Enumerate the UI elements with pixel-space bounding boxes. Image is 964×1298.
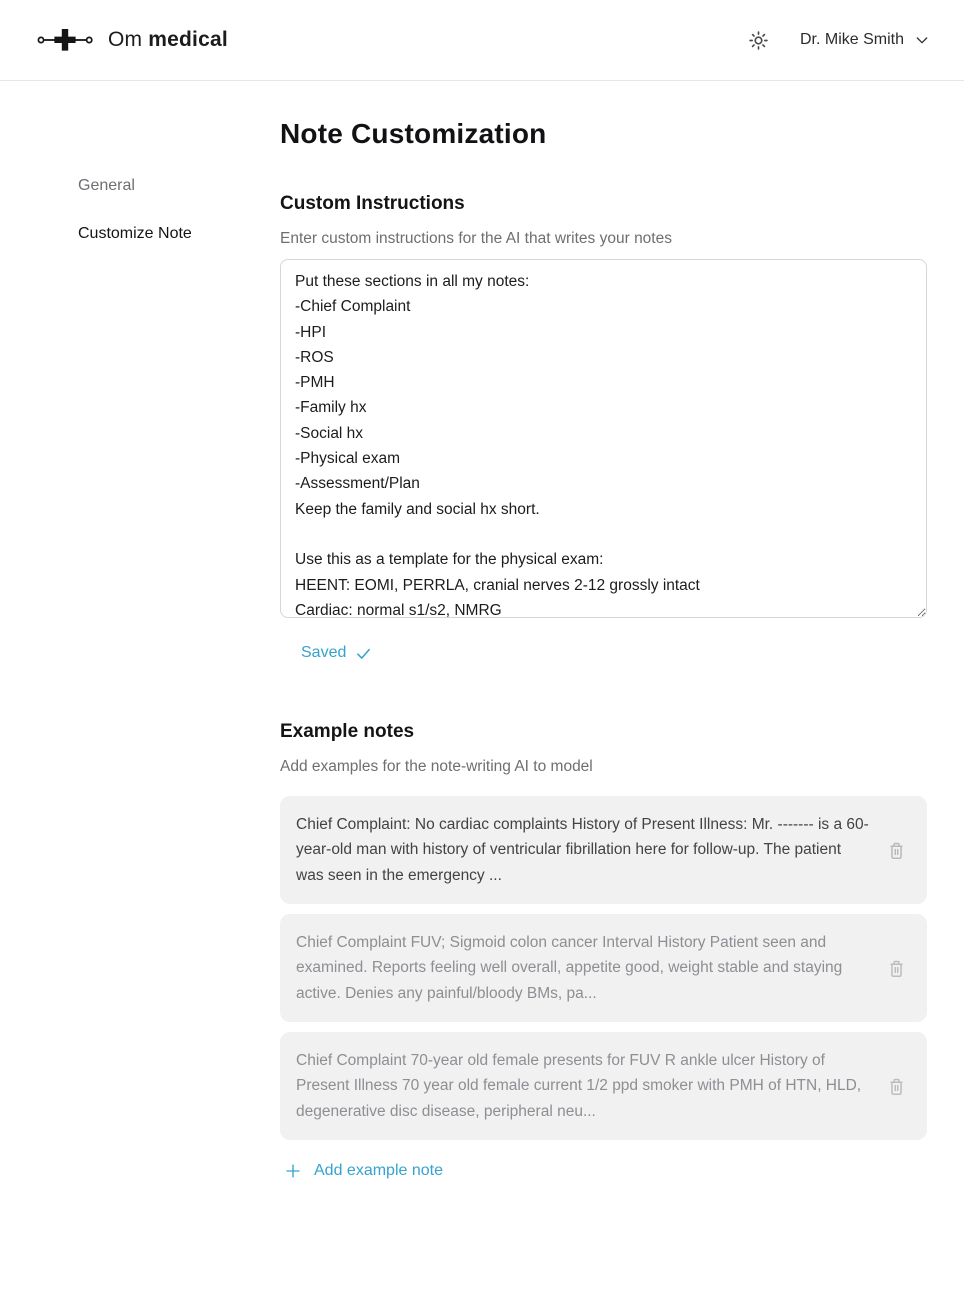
example-notes-heading: Example notes	[280, 721, 415, 742]
add-example-note-label: Add example note	[314, 1162, 443, 1179]
example-notes-description: Add examples for the note-writing AI to model	[280, 758, 593, 775]
trash-icon	[886, 840, 907, 861]
user-name: Dr. Mike Smith	[799, 31, 904, 48]
example-note-card[interactable]	[280, 1032, 927, 1140]
app-header	[0, 0, 964, 81]
settings-sidebar	[0, 81, 280, 1180]
page-content	[0, 81, 964, 1180]
main-panel	[280, 81, 927, 1180]
sun-icon	[747, 29, 770, 52]
trash-icon	[886, 958, 907, 979]
example-note-text: Chief Complaint: No cardiac complaints History of Present Illness: Mr. ------- is a 60-year-old man with history of ventricular fibrillation here for follow-up. The patient was seen in the emergency ...	[296, 816, 869, 884]
sidebar-item-customize-note[interactable]: Customize Note	[78, 225, 280, 243]
example-note-card[interactable]	[280, 796, 927, 904]
chevron-down-icon	[914, 32, 930, 48]
page-title: Note Customization	[280, 118, 547, 149]
plus-icon	[284, 1162, 302, 1180]
custom-instructions-heading: Custom Instructions	[280, 193, 465, 214]
example-notes-list	[280, 796, 927, 1140]
custom-instructions-description: Enter custom instructions for the AI that writes your notes	[280, 230, 672, 247]
add-example-note-button[interactable]	[284, 1162, 443, 1180]
delete-note-button[interactable]	[884, 838, 909, 863]
save-status-label: Saved	[301, 644, 347, 661]
example-note-text: Chief Complaint 70-year old female presents for FUV R ankle ulcer History of Present Illness 70 year old female current 1/2 ppd smoker with PMH of HTN, HLD, degenerative disc disease, peripheral neu...	[296, 1052, 862, 1120]
delete-note-button[interactable]	[884, 956, 909, 981]
save-status	[301, 644, 927, 662]
example-note-card[interactable]	[280, 914, 927, 1022]
theme-toggle-button[interactable]	[743, 25, 774, 56]
brand-name: Om medical	[108, 28, 228, 51]
brand-logo	[36, 25, 228, 55]
sidebar-item-general[interactable]: General	[78, 177, 280, 195]
trash-icon	[886, 1076, 907, 1097]
check-icon	[355, 645, 372, 662]
user-menu-button[interactable]	[800, 31, 930, 49]
example-note-text: Chief Complaint FUV; Sigmoid colon cancer Interval History Patient seen and examined. Reports feeling well overall, appetite good, weight stable and staying active. Denies any painful/bloody BMs, pa...	[296, 934, 843, 1002]
medical-cross-logo-icon	[36, 25, 94, 55]
delete-note-button[interactable]	[884, 1074, 909, 1099]
custom-instructions-textarea[interactable]	[280, 259, 927, 618]
